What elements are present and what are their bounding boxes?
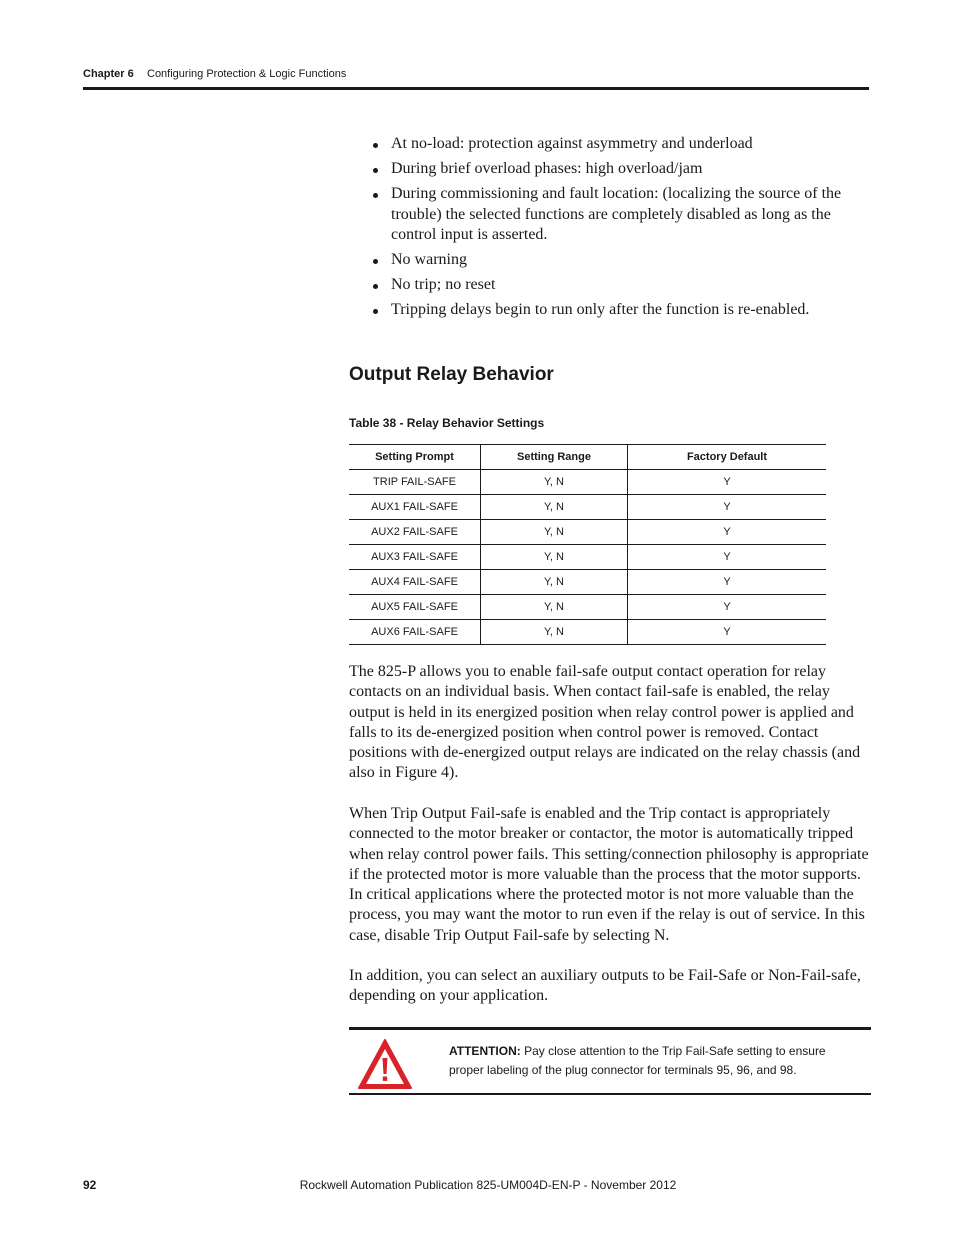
table-cell: Y, N (481, 570, 628, 595)
list-item: During brief overload phases: high overload/jam (349, 159, 859, 180)
chapter-label: Chapter 6 (83, 68, 134, 80)
table-header-row (349, 445, 826, 470)
table-cell: Y (628, 545, 827, 570)
attention-text (449, 1042, 859, 1080)
table-cell: Y (628, 595, 827, 620)
table-row (349, 470, 826, 495)
table-caption: Table 38 - Relay Behavior Settings (349, 416, 545, 430)
table-cell: Y, N (481, 545, 628, 570)
list-item: During commissioning and fault location: (localizing the source of the trouble) the selected functions are completely disabled as long as the control input is asserted. (349, 184, 859, 246)
column-header: Setting Prompt (349, 445, 481, 470)
table-cell: AUX2 FAIL-SAFE (349, 520, 481, 545)
chapter-title: Configuring Protection & Logic Functions (147, 68, 347, 80)
table-row (349, 520, 826, 545)
attention-label: ATTENTION: (449, 1044, 521, 1058)
body-paragraph-trip-output: When Trip Output Fail-safe is enabled and the Trip contact is appropriately connected to the motor breaker or contactor, the motor is automatically tripped when relay control power fails. This setting/connection philosophy is appropriate if the protected motor is more valuable than the process that the motor supports. In critical applications where the protected motor is not more valuable than the process, you may want the motor to run even if the relay is out of service. In this case, disable Trip Output Fail-safe by selecting N. (349, 805, 869, 944)
list-item: No trip; no reset (349, 275, 859, 296)
column-header: Setting Range (481, 445, 628, 470)
attention-message: Pay close attention to the Trip Fail-Safe setting to ensure proper labeling of the plug connector for terminals 95, 96, and 98. (449, 1044, 826, 1077)
table-cell: Y, N (481, 620, 628, 645)
table-cell: AUX6 FAIL-SAFE (349, 620, 481, 645)
page-number: 92 (83, 1178, 97, 1192)
table-row (349, 595, 826, 620)
table-cell: Y, N (481, 595, 628, 620)
body-paragraph-fail-safe: The 825-P allows you to enable fail-safe output contact operation for relay contacts on an individual basis. When contact fail-safe is enabled, the relay output is held in its energized position when relay control power is applied and falls to its de-energized position when control power is removed. Contact positions with de-energized output relays are indicated on the relay chassis (and also in Figure 4). (349, 663, 861, 782)
page-header (83, 66, 869, 90)
table-cell: AUX4 FAIL-SAFE (349, 570, 481, 595)
table-row (349, 570, 826, 595)
list-item: No warning (349, 250, 859, 271)
warning-triangle-icon (357, 1038, 413, 1090)
table-cell: Y (628, 495, 827, 520)
bullet-list (349, 134, 859, 325)
table-cell: Y (628, 470, 827, 495)
list-item: Tripping delays begin to run only after the function is re-enabled. (349, 300, 859, 321)
table-cell: Y (628, 570, 827, 595)
table-cell: AUX5 FAIL-SAFE (349, 595, 481, 620)
body-paragraph-auxiliary: In addition, you can select an auxiliary outputs to be Fail-Safe or Non-Fail-safe, depending on your application. (349, 967, 861, 1005)
column-header: Factory Default (628, 445, 827, 470)
table-cell: Y (628, 520, 827, 545)
relay-behavior-table (349, 444, 826, 645)
table-cell: AUX3 FAIL-SAFE (349, 545, 481, 570)
attention-box (349, 1027, 871, 1095)
table-row (349, 620, 826, 645)
table-row (349, 495, 826, 520)
table-cell: Y, N (481, 520, 628, 545)
table-cell: Y (628, 620, 827, 645)
table-cell: TRIP FAIL-SAFE (349, 470, 481, 495)
table-cell: Y, N (481, 495, 628, 520)
section-heading: Output Relay Behavior (349, 364, 554, 385)
table-row (349, 545, 826, 570)
table-cell: Y, N (481, 470, 628, 495)
table-cell: AUX1 FAIL-SAFE (349, 495, 481, 520)
list-item: At no-load: protection against asymmetry and underload (349, 134, 859, 155)
publication-footer: Rockwell Automation Publication 825-UM004D-EN-P - November 2012 (299, 1178, 677, 1192)
